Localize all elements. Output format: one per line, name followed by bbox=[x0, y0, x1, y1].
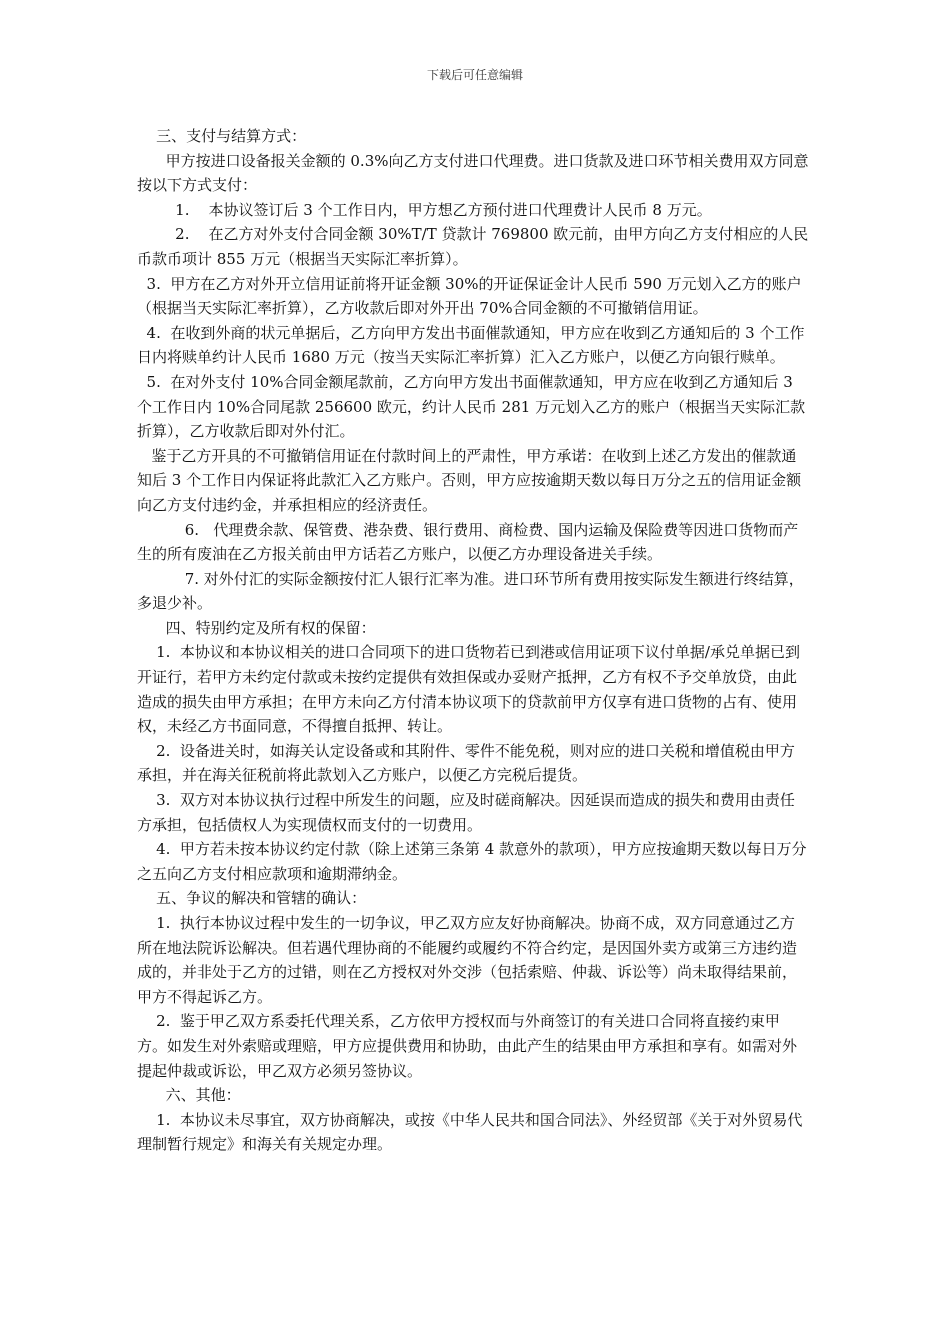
section-3-item-5: 5. 在对外支付 10%合同金额尾款前，乙方向甲方发出书面催款通知，甲方应在收到乙方通知后 3 个工作日内 10%合同尾款 256600 欧元，约计人民币 281 万元划入乙方的账户（根据当天实际汇款折算），乙方收款后即对外付汇。 bbox=[137, 372, 806, 441]
section-3-item-4: 4. 在收到外商的状元单据后，乙方向甲方发出书面催款通知，甲方应在收到乙方通知后的 3 个工作日内将赎单约计人民币 1680 万元（按当天实际汇率折算）汇入乙方账户，以便乙方向银行赎单。 bbox=[137, 323, 805, 367]
section-3-item-1: 1. 本协议签订后 3 个工作日内，甲方想乙方预付进口代理费计人民币 8 万元。 bbox=[137, 200, 712, 219]
section-3-item-7: 7. 对外付汇的实际金额按付汇人银行汇率为准。进口环节所有费用按实际发生额进行终结算，多退少补。 bbox=[137, 569, 804, 613]
section-5-item-2: 2. 鉴于甲乙双方系委托代理关系，乙方依甲方授权而与外商签订的有关进口合同将直接约束甲方。如发生对外索赔或理赔，甲方应提供费用和协助，由此产生的结果由甲方承担和享有。如需对外提起仲裁或诉讼，甲乙双方必须另签协议。 bbox=[137, 1012, 798, 1080]
section-4-item-4: 4. 甲方若未按本协议约定付款（除上述第三条第 4 款意外的款项），甲方应按逾期天数以每日万分之五向乙方支付相应款项和逾期滞纳金。 bbox=[137, 840, 807, 883]
page-header: 下载后可任意编辑 bbox=[426, 68, 523, 82]
section-4-title: 四、特别约定及所有权的保留： bbox=[137, 618, 376, 637]
document-body bbox=[137, 124, 809, 1157]
section-6-item-1: 1. 本协议未尽事宜，双方协商解决，或按《中华人民共和国合同法》、外经贸部《关于对外贸易代理制暂行规定》和海关有关规定办理。 bbox=[137, 1110, 803, 1154]
section-3-intro: 甲方按进口设备报关金额的 0.3%向乙方支付进口代理费。进口货款及进口环节相关费用双方同意按以下方式支付： bbox=[137, 151, 809, 195]
section-6-title: 六、其他： bbox=[137, 1086, 241, 1105]
section-4-item-3: 3. 双方对本协议执行过程中所发生的问题，应及时磋商解决。因延误而造成的损失和费用由责任方承担，包括债权人为实现债权而支付的一切费用。 bbox=[137, 791, 795, 834]
section-3-item-3: 3. 甲方在乙方对外开立信用证前将开证金额 30%的开证保证金计人民币 590 万元划入乙方的账户（根据当天实际汇率折算），乙方收款后即对外开出 70%合同金额的不可撤销信用证。 bbox=[137, 274, 802, 318]
section-4-item-2: 2. 设备进关时，如海关认定设备或和其附件、零件不能免税，则对应的进口关税和增值税由甲方承担，并在海关征税前将此款划入乙方账户，以便乙方完税后提货。 bbox=[137, 741, 795, 785]
section-5-title: 五、争议的解决和管辖的确认： bbox=[137, 889, 367, 908]
section-5-item-1: 1. 执行本协议过程中发生的一切争议，甲乙双方应友好协商解决。协商不成，双方同意通过乙方所在地法院诉讼解决。但若遇代理协商的不能履约或履约不符合约定，是因国外卖方或第三方违约造成的，并非处于乙方的过错，则在乙方授权对外交涉（包括索赔、仲裁、诉讼等）尚未取得结果前，甲方不得起诉乙方。 bbox=[137, 914, 798, 1006]
section-3-guarantee: 鉴于乙方开具的不可撤销信用证在付款时间上的严肃性，甲方承诺：在收到上述乙方发出的催款通知后 3 个工作日内保证将此款汇入乙方账户。否则，甲方应按逾期天数以每日万分之五的信用证金额向乙方支付违约金，并承担相应的经济责任。 bbox=[137, 446, 802, 514]
section-3-item-2: 2. 在乙方对外支付合同金额 30%T/T 贷款计 769800 欧元前，由甲方向乙方支付相应的人民币款币项计 855 万元（根据当天实际汇率折算）。 bbox=[137, 225, 809, 268]
section-3-title: 三、支付与结算方式： bbox=[137, 127, 307, 145]
section-4-item-1: 1. 本协议和本协议相关的进口合同项下的进口货物若已到港或信用证项下议付单据/承兑单据已到开证行，若甲方未约定付款或未按约定提供有效担保或办妥财产抵押，乙方有权不予交单放贷，由此造成的损失由甲方承担；在甲方未向乙方付清本协议项下的贷款前甲方仅享有进口货物的占有、使用权，未经乙方书面同意，不得擅自抵押、转让。 bbox=[137, 643, 800, 736]
section-3-item-6: 6. 代理费余款、保管费、港杂费、银行费用、商检费、国内运输及保险费等因进口货物而产生的所有废油在乙方报关前由甲方话若乙方账户，以便乙方办理设备进关手续。 bbox=[137, 520, 799, 564]
